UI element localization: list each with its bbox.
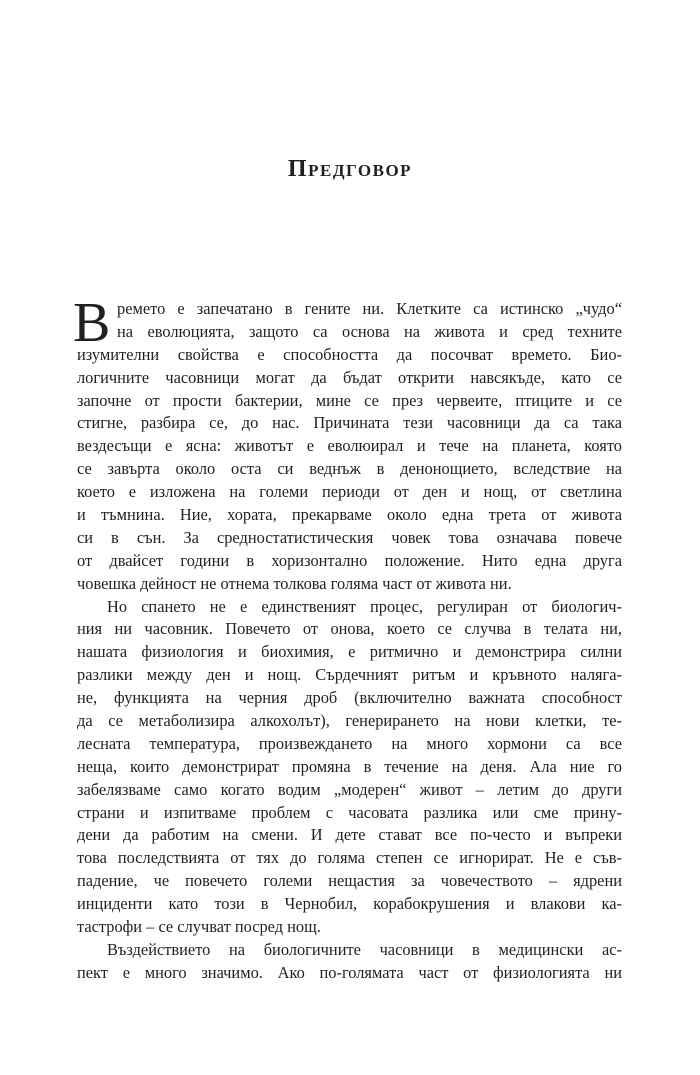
text-line: не, функцията на черния дроб (включително важната способност: [77, 688, 622, 708]
text-line: Въздействието на биологичните часовници в медицински ас-: [107, 939, 622, 959]
text-line: започне от прости бактерии, мине се през червеите, птиците и се: [77, 390, 622, 410]
text-line: падение, че повечето големи нещастия за човечеството – ядрени: [77, 871, 622, 891]
text-line: ремето е запечатано в гените ни. Клетките са истинско „чудо“: [117, 299, 622, 318]
text-line: да се метаболизира алкохолът), генерирането на нови клетки, те-: [77, 711, 622, 731]
body-text: [73, 292, 622, 985]
text-line: изумителни свойства е способността да посочват времето. Био-: [77, 344, 622, 364]
text-line: инциденти като този в Чернобил, корабокрушения и влакови ка-: [77, 894, 622, 914]
text-line: на еволюцията, защото са основа на живота и сред техните: [117, 321, 622, 341]
text-line: това последствията от тях до голяма степен се игнорират. Не е съв-: [77, 848, 622, 868]
text-line: човешка дейност не отнема толкова голяма част от живота ни.: [77, 573, 512, 593]
text-line: забелязваме само когато водим „модерен“ живот – летим до други: [77, 779, 622, 799]
text-line: пект е много значимо. Ако по-голямата част от физиологията ни: [77, 962, 622, 982]
text-line: стигне, разбира се, до нас. Причината тези часовници да са така: [77, 413, 622, 433]
chapter-title: Предговор: [287, 156, 413, 182]
text-line: нашата физиология и биохимия, е ритмично и демонстрира силни: [77, 642, 622, 662]
text-line: си в сън. За средностатистическия човек това означава повече: [77, 527, 622, 547]
text-line: неща, които демонстрират промяна в течение на деня. Ала ние го: [77, 756, 622, 776]
text-line: ния ни часовник. Повечето от онова, което се случва в телата ни,: [77, 619, 622, 639]
text-line: лесната температура, произвеждането на много хормони са все: [77, 733, 622, 753]
text-line: разлики между ден и нощ. Сърдечният ритъм и кръвното наляга-: [77, 665, 622, 685]
drop-cap: В: [73, 292, 111, 354]
text-line: страни и изпитваме проблем с часовата разлика или сме прину-: [77, 802, 622, 822]
text-line: се завърта около оста си веднъж в денонощието, вследствие на: [77, 459, 622, 479]
text-line: логичните часовници могат да бъдат открити навсякъде, като се: [77, 367, 622, 387]
text-line: от двайсет години в хоризонтално положение. Нито една друга: [77, 550, 622, 570]
text-line: тастрофи – се случват посред нощ.: [77, 917, 321, 937]
text-line: което е изложена на големи периоди от ден и нощ, от светлина: [77, 482, 622, 502]
text-line: вездесъщи е ясна: животът е еволюирал и тече на планета, която: [77, 436, 622, 456]
text-line: дени да работим на смени. И дете стават все по-често и въпреки: [77, 825, 622, 845]
text-line: Но спането не е единственият процес, регулиран от биологич-: [107, 596, 622, 616]
text-line: и тъмнина. Ние, хората, прекарваме около една трета от живота: [77, 505, 622, 525]
